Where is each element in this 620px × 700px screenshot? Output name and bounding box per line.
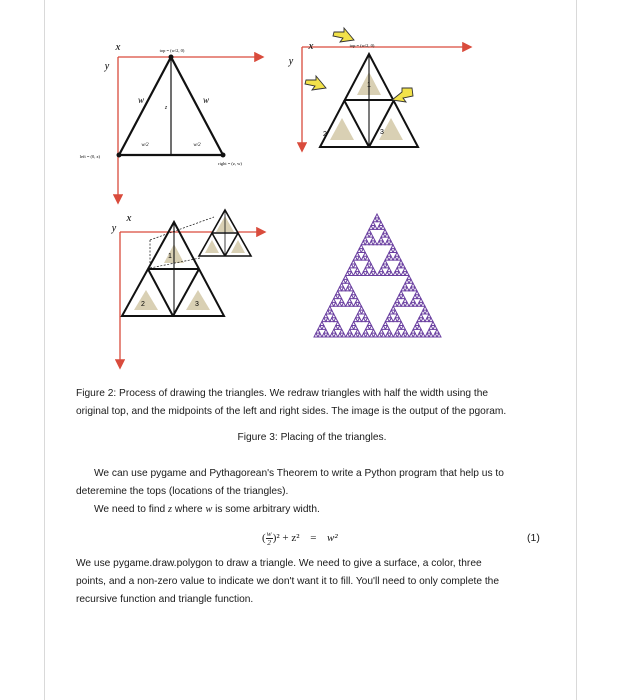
sierpinski-cell: [405, 279, 409, 283]
sierpinski-cell: [361, 256, 365, 260]
sierpinski-cell: [401, 287, 405, 291]
sierpinski-cell: [332, 314, 336, 318]
sierpinski-cell: [379, 222, 383, 226]
sierpinski-cell: [381, 241, 385, 245]
sierpinski-cell: [431, 322, 435, 326]
sierpinski-cell: [352, 291, 356, 295]
left-side-w-label: w: [137, 95, 145, 105]
sierpinski-cell: [350, 333, 354, 337]
sierpinski-cell: [358, 333, 362, 337]
sierpinski-cell: [346, 279, 350, 283]
sierpinski-cell: [421, 302, 425, 306]
sierpinski-cell: [369, 264, 373, 268]
sierpinski-cell: [342, 333, 346, 337]
sierpinski-cell: [417, 302, 421, 306]
sierpinski-cell: [411, 283, 415, 287]
y-axis-label: y: [104, 61, 110, 72]
sierpinski-cell: [387, 252, 391, 256]
sierpinski-cell: [427, 329, 431, 333]
figure-2-caption-line-1: Figure 2: Process of drawing the triangles. We redraw triangles with half the width using the: [76, 388, 489, 399]
sierpinski-cell: [403, 268, 407, 272]
sierpinski-cell: [336, 291, 340, 295]
sierpinski-cell: [425, 318, 429, 322]
sierpinski-cell: [348, 299, 352, 303]
sierpinski-cell: [354, 333, 358, 337]
sierpinski-cell: [338, 295, 342, 299]
sierpinski-cell: [373, 226, 377, 230]
sierpinski-cell: [389, 310, 393, 314]
x-axis-label: x: [115, 41, 121, 53]
sierpinski-cell: [413, 333, 417, 337]
sierpinski-cell: [399, 260, 403, 264]
sierpinski-cell: [401, 333, 405, 337]
sub-triangle-number-3: 3: [195, 301, 199, 308]
sierpinski-cell: [366, 318, 370, 322]
sierpinski-cell: [437, 333, 441, 337]
sierpinski-cell: [372, 329, 376, 333]
sierpinski-cell: [360, 306, 364, 310]
sierpinski-cell: [433, 325, 437, 329]
sierpinski-output: [314, 214, 441, 337]
sierpinski-cell: [358, 318, 362, 322]
sierpinski-cell: [357, 272, 361, 276]
sierpinski-cell: [365, 272, 369, 276]
panel-geometry: [80, 41, 262, 202]
left-label: left = (0, z): [79, 154, 100, 159]
sierpinski-cell: [330, 333, 334, 337]
sierpinski-cell: [395, 268, 399, 272]
sierpinski-cell: [349, 264, 353, 268]
sierpinski-cell: [330, 302, 334, 306]
arrow-icon: [333, 28, 354, 42]
sierpinski-cell: [354, 302, 358, 306]
sierpinski-cell: [421, 333, 425, 337]
sierpinski-cell: [351, 260, 355, 264]
sierpinski-cell: [401, 272, 405, 276]
sierpinski-cell: [356, 299, 360, 303]
para2-text-b: where: [174, 504, 203, 515]
sierpinski-cell: [385, 233, 389, 237]
sierpinski-cell: [326, 310, 330, 314]
sierpinski-cell: [413, 295, 417, 299]
sierpinski-cell: [389, 272, 393, 276]
sierpinski-cell: [368, 322, 372, 326]
sierpinski-cell: [423, 306, 427, 310]
sierpinski-cell: [385, 333, 389, 337]
sierpinski-cell: [354, 325, 358, 329]
sierpinski-cell: [365, 256, 369, 260]
sierpinski-cell: [356, 314, 360, 318]
right-side-w-label: w: [202, 95, 210, 105]
sierpinski-cell: [419, 314, 423, 318]
para2-text-a: We need to find: [94, 504, 166, 515]
sierpinski-cell: [340, 329, 344, 333]
sierpinski-cell: [365, 233, 369, 237]
sierpinski-cell: [338, 333, 342, 337]
sierpinski-cell: [353, 272, 357, 276]
para2-text-c: is some arbitrary width.: [215, 504, 320, 515]
sierpinski-cell: [385, 241, 389, 245]
sierpinski-cell: [324, 329, 328, 333]
sierpinski-cell: [371, 268, 375, 272]
sierpinski-cell: [397, 264, 401, 268]
sierpinski-cell: [421, 318, 425, 322]
sierpinski-cell: [334, 318, 338, 322]
sierpinski-cell: [354, 318, 358, 322]
sierpinski-cell: [379, 329, 383, 333]
pythagorean-equation: ( $\frac{w}{2}$ )² + z² = w²: [262, 529, 338, 547]
sierpinski-cell: [409, 287, 413, 291]
sierpinski-cell: [318, 325, 322, 329]
sierpinski-cell: [417, 318, 421, 322]
paragraph-2: [76, 502, 548, 519]
sierpinski-cell: [435, 329, 439, 333]
sierpinski-cell: [326, 333, 330, 337]
sierpinski-cell: [395, 329, 399, 333]
sub-triangle-number-2: 2: [323, 131, 327, 138]
sierpinski-cell: [397, 295, 401, 299]
sierpinski-cell: [346, 333, 350, 337]
sierpinski-cell: [338, 287, 342, 291]
sierpinski-cell: [330, 318, 334, 322]
sierpinski-cell: [393, 249, 397, 253]
right-vertex: [221, 153, 226, 158]
sierpinski-cell: [409, 333, 413, 337]
sierpinski-cell: [401, 325, 405, 329]
sierpinski-cell: [350, 302, 354, 306]
figure-2-caption-line-2: original top, and the midpoints of the left and right sides. The image is the output of the pgoram.: [76, 406, 507, 417]
sierpinski-cell: [355, 268, 359, 272]
half-width-label-right: w/2: [193, 143, 201, 148]
equals-sign: =: [310, 531, 317, 544]
sierpinski-cell: [344, 276, 348, 280]
sierpinski-cell: [395, 252, 399, 256]
sierpinski-cell: [385, 256, 389, 260]
sierpinski-cell: [352, 322, 356, 326]
right-label: right = (z, w): [218, 161, 242, 166]
sierpinski-cell: [401, 264, 405, 268]
sierpinski-cell: [328, 306, 332, 310]
height-z-label: z: [164, 105, 168, 111]
sierpinski-cell: [379, 237, 383, 241]
sierpinski-cell: [350, 325, 354, 329]
sierpinski-cell: [348, 283, 352, 287]
sierpinski-cell: [405, 333, 409, 337]
sierpinski-cell: [397, 302, 401, 306]
sierpinski-cell: [361, 249, 365, 253]
sierpinski-cell: [349, 272, 353, 276]
sierpinski-cell: [359, 245, 363, 249]
paragraph-1-line-2: deteremine the tops (locations of the triangles).: [76, 486, 289, 497]
sierpinski-cell: [338, 302, 342, 306]
sierpinski-cell: [350, 295, 354, 299]
sierpinski-cell: [375, 214, 379, 218]
equation-lhs-rest: )² + z²: [272, 531, 300, 544]
sierpinski-cell: [393, 318, 397, 322]
sierpinski-cell: [338, 325, 342, 329]
y-axis-label-3: y: [111, 223, 117, 234]
sierpinski-cell: [364, 329, 368, 333]
paragraph-1-line-1: We can use pygame and Pythagorean's Theorem to write a Python program that help us to: [94, 468, 504, 479]
sierpinski-cell: [397, 272, 401, 276]
equation-number: (1): [527, 532, 540, 544]
equation-rhs: w²: [327, 531, 338, 544]
sierpinski-cell: [370, 333, 374, 337]
sierpinski-cell: [397, 325, 401, 329]
sierpinski-cell: [377, 226, 381, 230]
sierpinski-cell: [389, 241, 393, 245]
sierpinski-cell: [332, 329, 336, 333]
sierpinski-cell: [373, 241, 377, 245]
sierpinski-cell: [387, 329, 391, 333]
sierpinski-cell: [353, 256, 357, 260]
sierpinski-cell: [371, 222, 375, 226]
sierpinski-cell: [383, 322, 387, 326]
sierpinski-cell: [381, 272, 385, 276]
sierpinski-cell: [324, 314, 328, 318]
sierpinski-cell: [429, 318, 433, 322]
sierpinski-cell: [393, 333, 397, 337]
y-axis-label-2: y: [288, 56, 294, 67]
sierpinski-cell: [417, 325, 421, 329]
sierpinski-cell: [373, 218, 377, 222]
sierpinski-cell: [377, 241, 381, 245]
sierpinski-cell: [427, 314, 431, 318]
sierpinski-cell: [415, 322, 419, 326]
sierpinski-cell: [387, 268, 391, 272]
sierpinski-cell: [362, 310, 366, 314]
sierpinski-cell: [383, 260, 387, 264]
top-label-2: top = (w/2, 0): [349, 43, 375, 48]
sierpinski-cell: [366, 325, 370, 329]
sierpinski-cell: [363, 252, 367, 256]
sierpinski-cell: [387, 237, 391, 241]
sierpinski-cell: [429, 333, 433, 337]
sierpinski-cell: [391, 306, 395, 310]
sierpinski-cell: [354, 295, 358, 299]
sierpinski-cell: [322, 318, 326, 322]
sierpinski-cell: [389, 256, 393, 260]
sierpinski-cell: [326, 318, 330, 322]
variable-w: w: [205, 504, 213, 515]
sierpinski-cell: [369, 226, 373, 230]
sierpinski-cell: [381, 264, 385, 268]
paragraph-3-line-3: recursive function and triangle function.: [76, 594, 254, 605]
sierpinski-cell: [374, 333, 378, 337]
sierpinski-cell: [421, 310, 425, 314]
sierpinski-cell: [413, 287, 417, 291]
sierpinski-cell: [381, 226, 385, 230]
sierpinski-cell: [387, 314, 391, 318]
paragraph-3-line-1: We use pygame.draw.polygon to draw a triangle. We need to give a surface, a color, three: [76, 558, 482, 569]
sub-triangle-number-1: 1: [168, 253, 172, 260]
sierpinski-cell: [417, 295, 421, 299]
sierpinski-cell: [399, 322, 403, 326]
sierpinski-cell: [346, 272, 350, 276]
arrow-icon: [392, 88, 413, 102]
sierpinski-cell: [320, 322, 324, 326]
sierpinski-cell: [365, 264, 369, 268]
sierpinski-cell: [342, 287, 346, 291]
sierpinski-cell: [405, 302, 409, 306]
sierpinski-cell: [373, 272, 377, 276]
sierpinski-cell: [316, 329, 320, 333]
sierpinski-cell: [379, 268, 383, 272]
sierpinski-cell: [397, 256, 401, 260]
sierpinski-cell: [342, 302, 346, 306]
left-vertex: [117, 153, 122, 158]
sierpinski-cell: [332, 299, 336, 303]
equation-1: [0, 528, 620, 550]
sierpinski-cell: [389, 333, 393, 337]
paragraph-3-line-2: points, and a non-zero value to indicate we don't want it to fill. You'll need to only complete the: [76, 576, 499, 587]
sierpinski-cell: [356, 329, 360, 333]
sierpinski-cell: [393, 272, 397, 276]
sierpinski-cell: [362, 318, 366, 322]
sierpinski-cell: [397, 333, 401, 337]
sierpinski-cell: [377, 218, 381, 222]
sierpinski-cell: [334, 302, 338, 306]
sierpinski-cell: [395, 299, 399, 303]
sierpinski-cell: [393, 310, 397, 314]
sierpinski-cell: [348, 329, 352, 333]
sierpinski-cell: [336, 322, 340, 326]
sierpinski-cell: [433, 333, 437, 337]
sierpinski-cell: [413, 302, 417, 306]
sierpinski-cell: [364, 314, 368, 318]
sierpinski-cell: [393, 302, 397, 306]
sierpinski-cell: [367, 260, 371, 264]
sierpinski-cell: [409, 302, 413, 306]
sierpinski-cell: [370, 325, 374, 329]
sierpinski-cell: [318, 333, 322, 337]
sierpinski-cell: [419, 299, 423, 303]
sierpinski-cell: [393, 256, 397, 260]
sierpinski-cell: [385, 325, 389, 329]
sierpinski-cell: [340, 283, 344, 287]
sierpinski-cell: [411, 299, 415, 303]
sierpinski-cell: [358, 302, 362, 306]
sierpinski-cell: [361, 241, 365, 245]
half-width-label-left: w/2: [141, 143, 149, 148]
sierpinski-cell: [340, 299, 344, 303]
sierpinski-cell: [366, 333, 370, 337]
sierpinski-cell: [322, 325, 326, 329]
sierpinski-cell: [346, 287, 350, 291]
sierpinski-cell: [330, 310, 334, 314]
sierpinski-cell: [346, 302, 350, 306]
sierpinski-cell: [389, 318, 393, 322]
sub-triangle-number-1: 1: [367, 82, 371, 89]
sierpinski-cell: [350, 287, 354, 291]
sierpinski-cell: [417, 333, 421, 337]
sierpinski-cell: [363, 268, 367, 272]
sierpinski-cell: [405, 287, 409, 291]
sierpinski-cell: [397, 318, 401, 322]
sierpinski-cell: [383, 229, 387, 233]
sierpinski-cell: [399, 291, 403, 295]
sierpinski-cell: [353, 264, 357, 268]
panel-subdivision: [288, 28, 470, 150]
x-axis-label-2: x: [308, 40, 314, 52]
sierpinski-cell: [401, 295, 405, 299]
sierpinski-cell: [377, 272, 381, 276]
sierpinski-cell: [314, 333, 318, 337]
sierpinski-cell: [419, 329, 423, 333]
sierpinski-cell: [363, 237, 367, 241]
arrow-icon: [305, 76, 326, 90]
sierpinski-cell: [413, 325, 417, 329]
sierpinski-cell: [385, 264, 389, 268]
sierpinski-cell: [367, 229, 371, 233]
sierpinski-cell: [334, 325, 338, 329]
sierpinski-cell: [385, 318, 389, 322]
sierpinski-cell: [365, 241, 369, 245]
x-axis-label-3: x: [126, 212, 132, 224]
sierpinski-cell: [403, 299, 407, 303]
sierpinski-cell: [371, 237, 375, 241]
sierpinski-cell: [385, 272, 389, 276]
sierpinski-cell: [425, 310, 429, 314]
sierpinski-cell: [403, 329, 407, 333]
sub-triangle-number-3: 3: [380, 129, 384, 136]
top-vertex: [169, 55, 174, 60]
sierpinski-cell: [342, 279, 346, 283]
sierpinski-cell: [415, 291, 419, 295]
sierpinski-cell: [429, 325, 433, 329]
sierpinski-cell: [395, 314, 399, 318]
sierpinski-cell: [362, 333, 366, 337]
sierpinski-cell: [403, 283, 407, 287]
figure-3-caption: Figure 3: Placing of the triangles.: [237, 432, 387, 443]
sierpinski-cell: [357, 256, 361, 260]
sierpinski-cell: [358, 310, 362, 314]
fraction-w-over-2: $\frac{w}{2}$: [266, 529, 272, 547]
sierpinski-cell: [381, 233, 385, 237]
sierpinski-cell: [391, 245, 395, 249]
sierpinski-cell: [357, 249, 361, 253]
sierpinski-cell: [378, 333, 382, 337]
sierpinski-cell: [389, 249, 393, 253]
sierpinski-cell: [355, 252, 359, 256]
sierpinski-cell: [361, 272, 365, 276]
sierpinski-cell: [409, 279, 413, 283]
sierpinski-cell: [334, 333, 338, 337]
sierpinski-cell: [401, 302, 405, 306]
top-label: top = (w/2, 0): [159, 48, 185, 53]
sierpinski-cell: [381, 325, 385, 329]
sierpinski-cell: [322, 333, 326, 337]
sierpinski-cell: [407, 276, 411, 280]
sub-triangle-number-2: 2: [141, 301, 145, 308]
sierpinski-cell: [405, 272, 409, 276]
sierpinski-cell: [334, 295, 338, 299]
sierpinski-cell: [369, 233, 373, 237]
sierpinski-cell: [347, 268, 351, 272]
sierpinski-cell: [411, 329, 415, 333]
sierpinski-cell: [369, 272, 373, 276]
sierpinski-cell: [369, 241, 373, 245]
panel-recursion: [111, 210, 264, 367]
variable-z: z: [168, 504, 172, 515]
sierpinski-cell: [425, 333, 429, 337]
sierpinski-cell: [381, 333, 385, 337]
